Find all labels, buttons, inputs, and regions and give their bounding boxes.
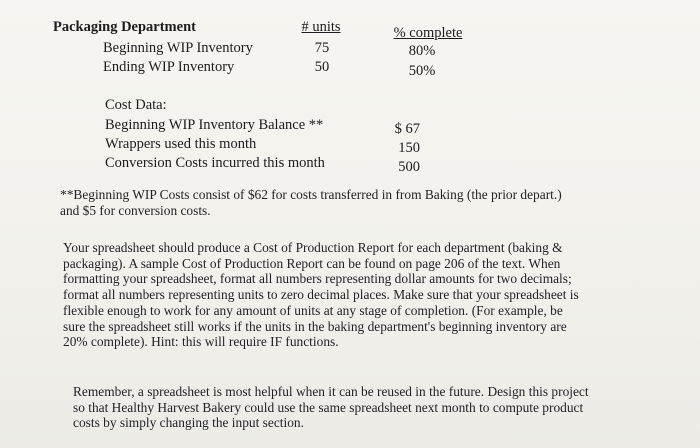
wrappers-value: 150 — [398, 140, 420, 156]
units-header: # units — [301, 19, 341, 35]
conversion-costs-value: 500 — [398, 159, 420, 175]
beginning-wip-balance-value: $ 67 — [394, 121, 420, 137]
beginning-wip-units: 75 — [314, 40, 330, 56]
ending-wip-complete: 50% — [408, 63, 436, 79]
instructions-line: 20% complete). Hint: this will require IF functions. — [63, 334, 339, 350]
instructions-line: format all numbers representing units to zero decimal places. Make sure that your spreadsheet is — [63, 287, 579, 303]
conversion-costs-label: Conversion Costs incurred this month — [105, 155, 325, 171]
instructions-line: formatting your spreadsheet, format all numbers representing dollar amounts for two decimals; — [63, 271, 572, 287]
reminder-paragraph — [73, 384, 589, 431]
reminder-line: Remember, a spreadsheet is most helpful when it can be reused in the future. Design this project — [73, 384, 589, 399]
reminder-line: so that Healthy Harvest Bakery could use the same spreadsheet next month to compute product — [73, 399, 584, 415]
footnote-line: **Beginning WIP Costs consist of $62 for costs transferred in from Baking (the prior depart.) — [60, 187, 562, 202]
wrappers-label: Wrappers used this month — [105, 136, 257, 152]
beginning-wip-complete: 80% — [408, 43, 436, 59]
footnote-paragraph — [60, 187, 562, 218]
complete-header: % complete — [393, 25, 463, 41]
ending-wip-label: Ending WIP Inventory — [103, 59, 235, 75]
reminder-line: costs by simply changing the input section. — [73, 415, 304, 431]
beginning-wip-balance-label: Beginning WIP Inventory Balance ** — [105, 117, 324, 133]
packaging-title: Packaging Department — [53, 19, 196, 35]
cost-data-heading: Cost Data: — [105, 97, 167, 113]
instructions-line: flexible enough to work for any amount of units at any stage of completion. (For example, be — [63, 302, 563, 318]
ending-wip-units: 50 — [314, 59, 330, 75]
instructions-line: packaging). A sample Cost of Production Report can be found on page 206 of the text. When — [63, 255, 561, 271]
instructions-paragraph — [63, 240, 579, 350]
footnote-line: and $5 for conversion costs. — [60, 202, 211, 218]
instructions-line: sure the spreadsheet still works if the units in the baking department's beginning inventory are — [63, 318, 567, 334]
instructions-line: Your spreadsheet should produce a Cost of Production Report for each department (baking & — [63, 240, 563, 255]
beginning-wip-label: Beginning WIP Inventory — [103, 40, 253, 56]
